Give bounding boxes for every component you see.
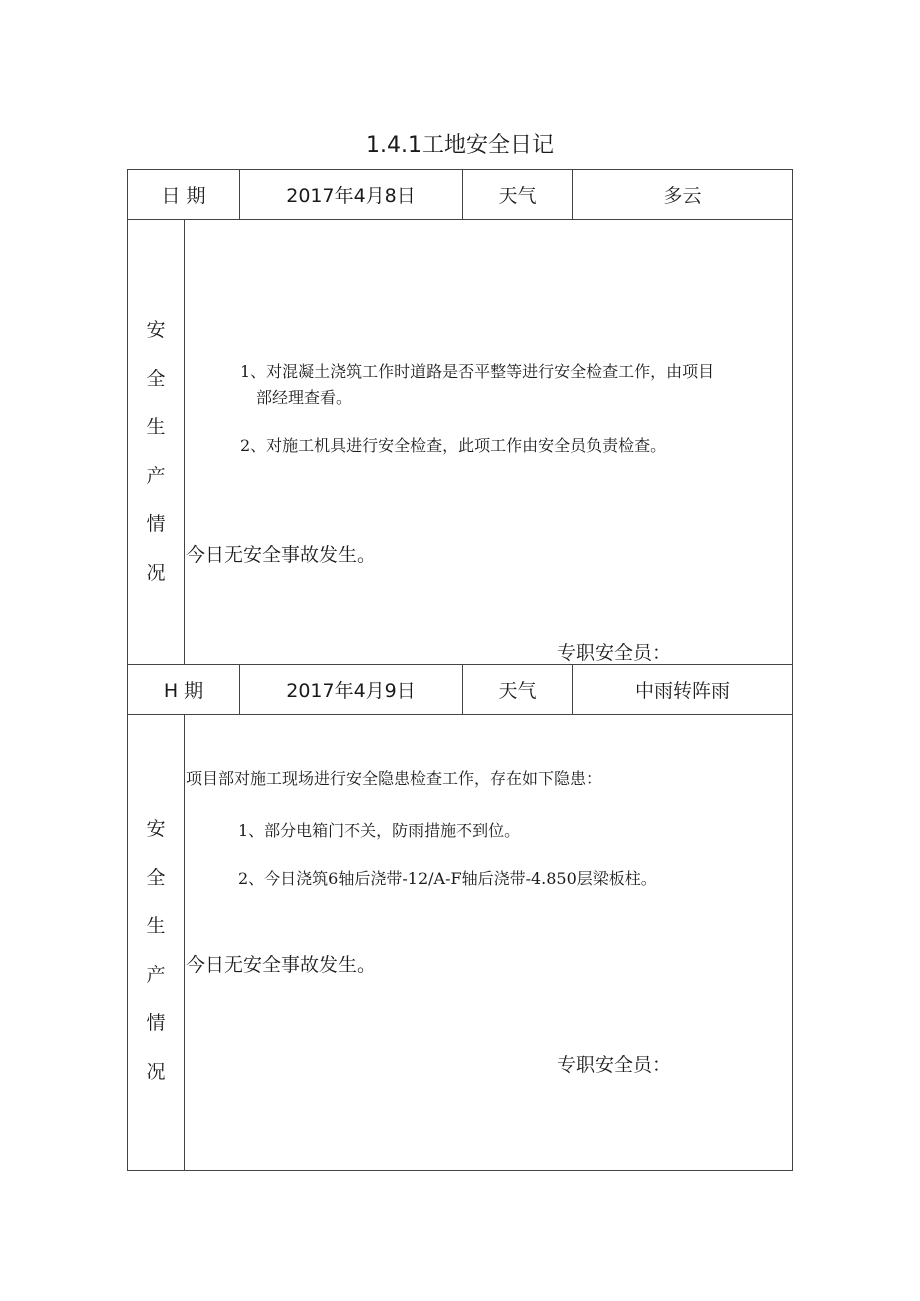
list-item-continuation: 部经理查看。 <box>256 388 353 407</box>
signature-label: 专职安全员： <box>557 642 672 664</box>
weather-value: 多云 <box>663 185 702 207</box>
list-item: 2、今日浇筑6轴后浇带-12/A-F轴后浇带-4.850层梁板柱。 <box>238 869 657 888</box>
intro-text: 项目部对施工现场进行安全隐患检查工作，存在如下隐患： <box>186 769 603 788</box>
weather-label: 天气 <box>498 185 537 207</box>
list-item: 1、对混凝土浇筑工作时道路是否平整等进行安全检查工作，由项目 <box>240 362 715 381</box>
section-label: 安 全 生 产 情 况 <box>146 818 166 1083</box>
summary-text: 今日无安全事故发生。 <box>186 954 377 976</box>
summary-text: 今日无安全事故发生。 <box>186 544 377 566</box>
signature-label: 专职安全员： <box>557 1054 672 1076</box>
weather-value: 中雨转阵雨 <box>634 680 730 702</box>
date-value: 2017年4月9日 <box>286 680 416 702</box>
list-item: 2、对施工机具进行安全检查，此项工作由安全员负责检查。 <box>240 436 667 455</box>
date-label: H 期 <box>163 680 204 702</box>
weather-label: 天气 <box>498 680 537 702</box>
list-item: 1、部分电箱门不关，防雨措施不到位。 <box>238 821 521 840</box>
section-label: 安 全 生 产 情 况 <box>146 319 166 584</box>
date-value: 2017年4月8日 <box>286 185 416 207</box>
date-label: 日 期 <box>161 185 206 207</box>
page-title: 1.4.1工地安全日记 <box>366 133 554 158</box>
